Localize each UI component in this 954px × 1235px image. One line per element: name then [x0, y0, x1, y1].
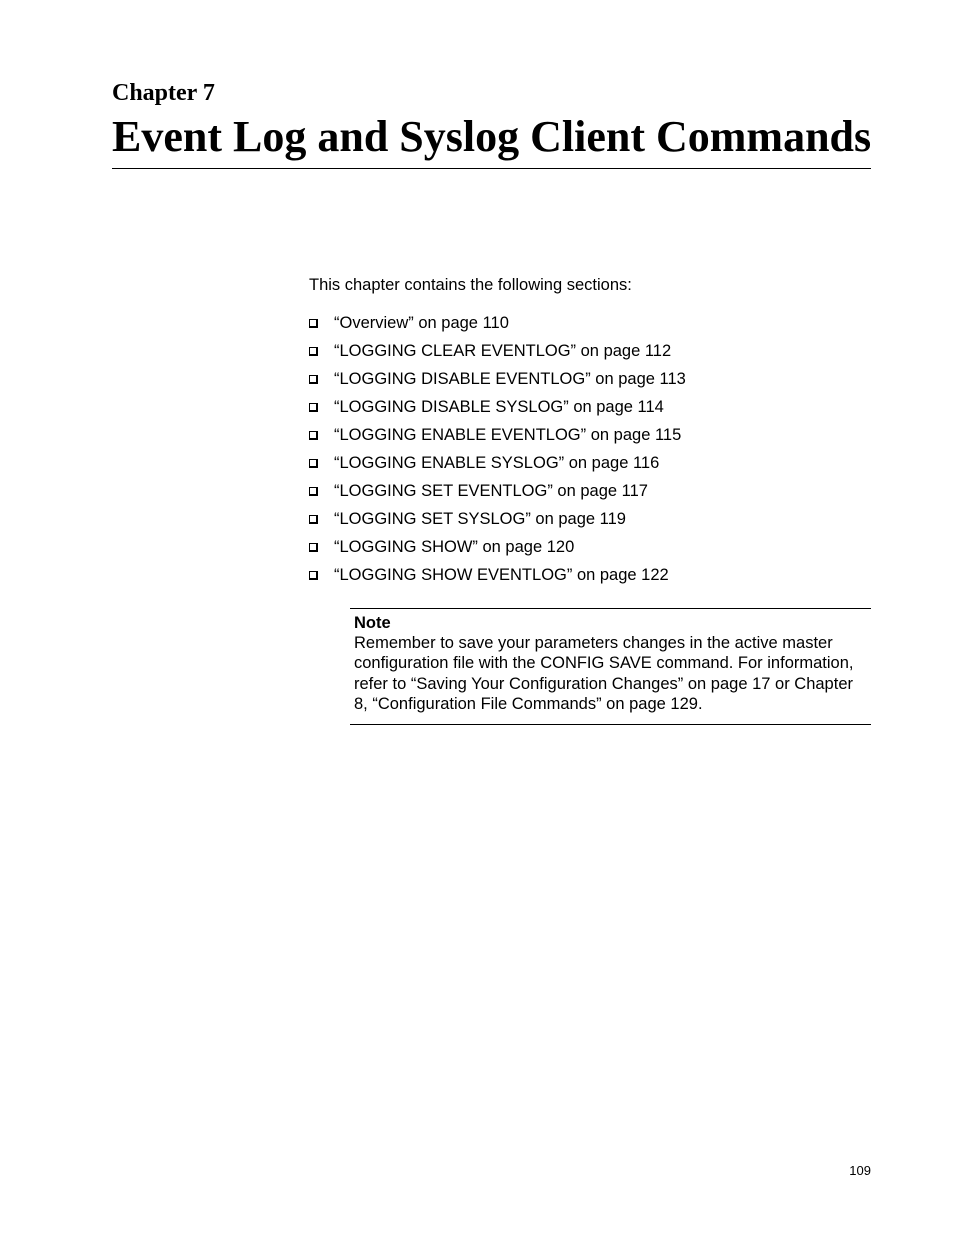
chapter-title: Event Log and Syslog Client Commands [112, 112, 872, 161]
list-item[interactable] [309, 425, 686, 453]
section-link[interactable]: “LOGGING ENABLE EVENTLOG” on page 115 [334, 426, 682, 444]
square-bullet-icon [309, 403, 318, 412]
square-bullet-icon [309, 375, 318, 384]
list-item[interactable] [309, 313, 686, 341]
square-bullet-icon [309, 571, 318, 580]
square-bullet-icon [309, 487, 318, 496]
square-bullet-icon [309, 347, 318, 356]
square-bullet-icon [309, 319, 318, 328]
list-item[interactable] [309, 481, 686, 509]
title-divider [112, 168, 871, 169]
list-item[interactable] [309, 537, 686, 565]
section-link[interactable]: “LOGGING DISABLE EVENTLOG” on page 113 [334, 370, 686, 388]
section-link[interactable]: “LOGGING CLEAR EVENTLOG” on page 112 [334, 342, 672, 360]
section-link[interactable]: “LOGGING SHOW EVENTLOG” on page 122 [334, 566, 669, 584]
list-item[interactable] [309, 453, 686, 481]
section-link[interactable]: “LOGGING DISABLE SYSLOG” on page 114 [334, 398, 664, 416]
list-item[interactable] [309, 509, 686, 537]
note-box [350, 608, 871, 725]
list-item[interactable] [309, 565, 686, 593]
section-link[interactable]: “LOGGING SET SYSLOG” on page 119 [334, 510, 626, 528]
section-link[interactable]: “Overview” on page 110 [334, 314, 509, 332]
section-link[interactable]: “LOGGING SET EVENTLOG” on page 117 [334, 482, 648, 500]
chapter-label: Chapter 7 [112, 80, 215, 106]
square-bullet-icon [309, 515, 318, 524]
section-link[interactable]: “LOGGING ENABLE SYSLOG” on page 116 [334, 454, 660, 472]
square-bullet-icon [309, 543, 318, 552]
note-body: Remember to save your parameters changes in the active master configuration file with the CONFIG SAVE command. For information, refer to “Saving Your Configuration Changes” on page 17 or Chapter 8, “Configuration File Commands” on page 129. [354, 634, 854, 713]
square-bullet-icon [309, 459, 318, 468]
list-item[interactable] [309, 369, 686, 397]
section-link[interactable]: “LOGGING SHOW” on page 120 [334, 538, 575, 556]
intro-text: This chapter contains the following sections: [309, 276, 632, 294]
section-list [309, 313, 686, 593]
note-heading: Note [354, 614, 391, 632]
page-number: 109 [849, 1163, 871, 1178]
square-bullet-icon [309, 431, 318, 440]
list-item[interactable] [309, 341, 686, 369]
list-item[interactable] [309, 397, 686, 425]
